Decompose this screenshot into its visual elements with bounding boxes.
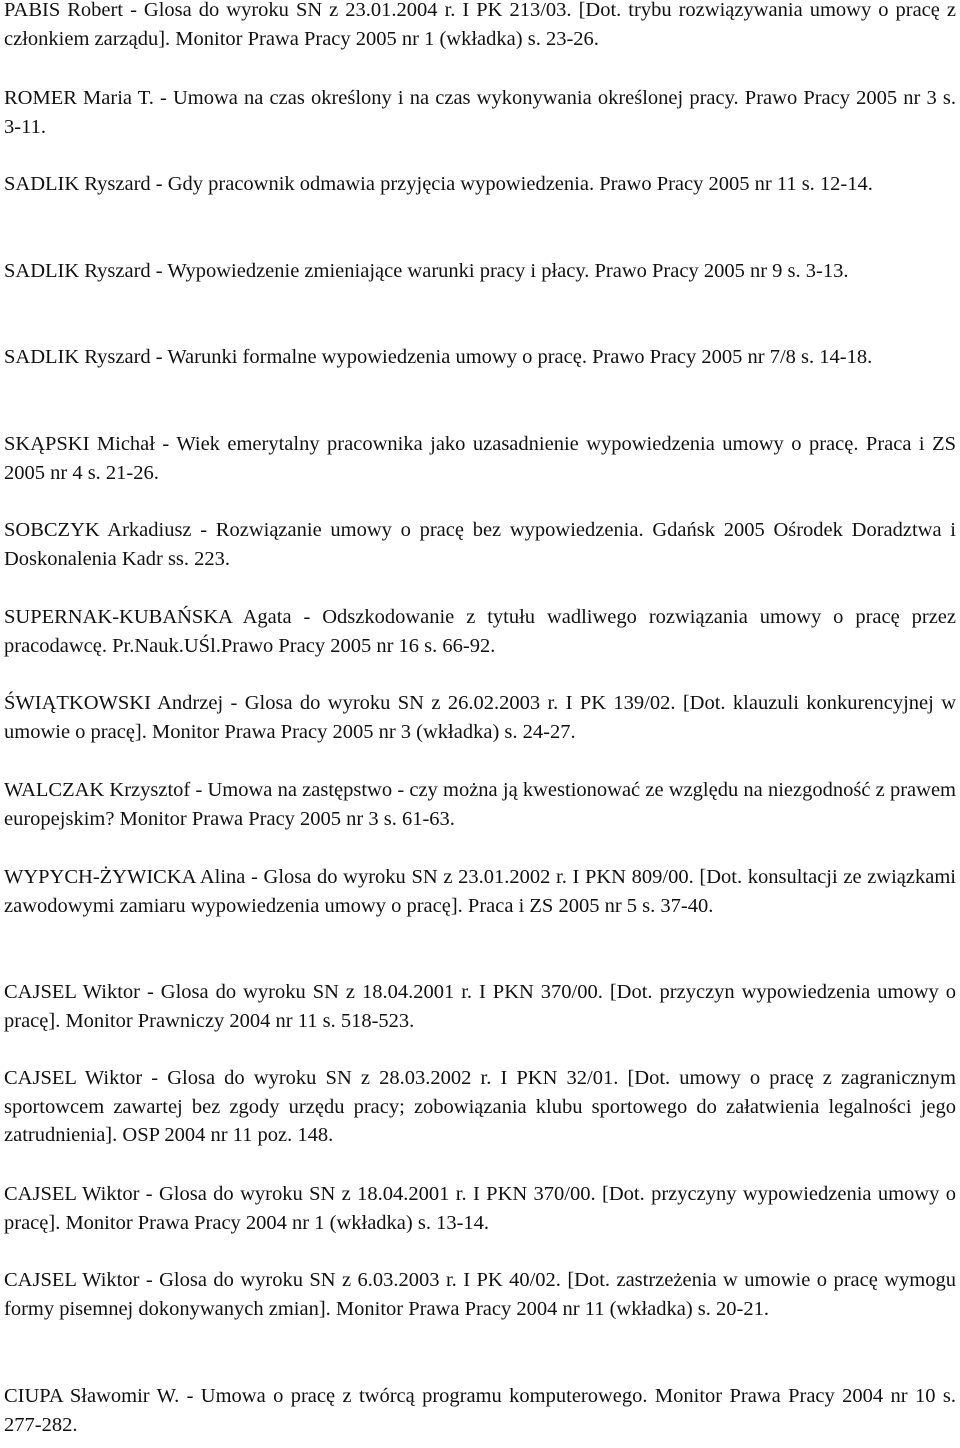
bibliography-entry-sobczyk: SOBCZYK Arkadiusz - Rozwiązanie umowy o pracę bez wypowiedzenia. Gdańsk 2005 Ośrodek Doradztwa i Doskonalenia Kadr ss. 223. [4,519,956,570]
bibliography-entry-cajsel-3: CAJSEL Wiktor - Glosa do wyroku SN z 18.04.2001 r. I PKN 370/00. [Dot. przyczyny wypowiedzenia umowy o pracę]. Monitor Prawa Pracy 2004 nr 1 (wkładka) s. 13-14. [4,1183,956,1234]
bibliography-entry-skapski: SKĄPSKI Michał - Wiek emerytalny pracownika jako uzasadnienie wypowiedzenia umowy o pracę. Praca i ZS 2005 nr 4 s. 21-26. [4,433,956,484]
bibliography-entry-cajsel-1: CAJSEL Wiktor - Glosa do wyroku SN z 18.04.2001 r. I PKN 370/00. [Dot. przyczyn wypowiedzenia umowy o pracę]. Monitor Prawniczy 2004 nr 11 s. 518-523. [4,981,956,1032]
bibliography-entry-sadlik-1: SADLIK Ryszard - Gdy pracownik odmawia przyjęcia wypowiedzenia. Prawo Pracy 2005 nr 11 s. 12-14. [4,173,873,195]
bibliography-entry-wypych: WYPYCH-ŻYWICKA Alina - Glosa do wyroku SN z 23.01.2002 r. I PKN 809/00. [Dot. konsultacji ze związkami zawodowymi zamiaru wypowiedzenia umowy o pracę]. Praca i ZS 2005 nr 5 s. 37-40. [4,866,956,917]
bibliography-entry-sadlik-2: SADLIK Ryszard - Wypowiedzenie zmieniające warunki pracy i płacy. Prawo Pracy 2005 nr 9 s. 3-13. [4,260,849,282]
bibliography-entry-sadlik-3: SADLIK Ryszard - Warunki formalne wypowiedzenia umowy o pracę. Prawo Pracy 2005 nr 7/8 s. 14-18. [4,346,873,368]
bibliography-entry-cajsel-2: CAJSEL Wiktor - Glosa do wyroku SN z 28.03.2002 r. I PKN 32/01. [Dot. umowy o pracę z zagranicznym sportowcem zawartej bez zgody urzędu pracy; zobowiązania klubu sportowego do załatwienia legalności jego zatrudnienia]. OSP 2004 nr 11 poz. 148. [4,1067,956,1146]
bibliography-entry-swiatkowski: ŚWIĄTKOWSKI Andrzej - Glosa do wyroku SN z 26.02.2003 r. I PK 139/02. [Dot. klauzuli konkurencyjnej w umowie o pracę]. Monitor Prawa Pracy 2005 nr 3 (wkładka) s. 24-27. [4,692,956,743]
bibliography-entry-supernak: SUPERNAK-KUBAŃSKA Agata - Odszkodowanie z tytułu wadliwego rozwiązania umowy o pracę przez pracodawcę. Pr.Nauk.UŚl.Prawo Pracy 2005 nr 16 s. 66-92. [4,606,956,657]
bibliography-entry-ciupa: CIUPA Sławomir W. - Umowa o pracę z twórcą programu komputerowego. Monitor Prawa Pracy 2004 nr 10 s. 277-282. [4,1385,956,1436]
bibliography-entry-romer: ROMER Maria T. - Umowa na czas określony i na czas wykonywania określonej pracy. Prawo Pracy 2005 nr 3 s. 3-11. [4,87,956,138]
bibliography-entry-pabis: PABIS Robert - Glosa do wyroku SN z 23.01.2004 r. I PK 213/03. [Dot. trybu rozwiązywania umowy o pracę z członkiem zarządu]. Monitor Prawa Pracy 2005 nr 1 (wkładka) s. 23-26. [4,0,956,50]
bibliography-entry-cajsel-4: CAJSEL Wiktor - Glosa do wyroku SN z 6.03.2003 r. I PK 40/02. [Dot. zastrzeżenia w umowie o pracę wymogu formy pisemnej dokonywanych zmian]. Monitor Prawa Pracy 2004 nr 11 (wkładka) s. 20-21. [4,1269,956,1320]
bibliography-entry-walczak: WALCZAK Krzysztof - Umowa na zastępstwo - czy można ją kwestionować ze względu na niezgodność z prawem europejskim? Monitor Prawa Pracy 2005 nr 3 s. 61-63. [4,779,956,830]
